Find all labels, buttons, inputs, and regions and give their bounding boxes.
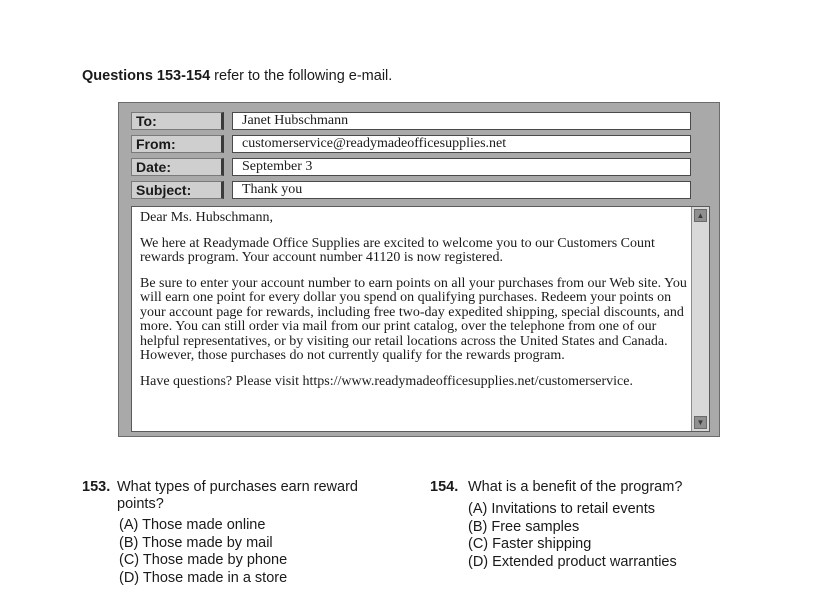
- option-d[interactable]: (D) Extended product warranties: [468, 553, 677, 570]
- email-body-text: [140, 211, 688, 400]
- scroll-down-arrow-icon[interactable]: ▼: [694, 416, 707, 429]
- from-field: customerservice@readymadeofficesupplies.net: [232, 135, 691, 153]
- option-a[interactable]: (A) Those made online: [119, 517, 266, 533]
- subject-label: Subject:: [131, 181, 224, 199]
- greeting: Dear Ms. Hubschmann,: [140, 210, 273, 225]
- option-b[interactable]: (B) Free samples: [468, 518, 580, 535]
- body-paragraph-2: Be sure to enter your account number to earn points on all your purchases from our Web site. You will earn one point for every dollar you spend on qualifying purchases. Redeem your points on your account page for rewards, including free two-day expedited shipping, special discounts, and more. You can still order via mail from our print catalog, over the telephone from one of our helpful representatives, or by visiting our retail locations across the United States and Canada. However, those purchases do not currently qualify for the rewards program.: [140, 275, 687, 363]
- question-number: 154.: [430, 479, 459, 495]
- body-paragraph-3: Have questions? Please visit https://www.readymadeofficesupplies.net/customerservice.: [140, 373, 633, 389]
- question-set-intro: [82, 68, 392, 84]
- option-a[interactable]: (A) Invitations to retail events: [468, 501, 655, 517]
- answer-options: [119, 517, 287, 587]
- option-b[interactable]: (B) Those made by mail: [119, 534, 273, 551]
- scroll-up-arrow-icon[interactable]: ▲: [694, 209, 707, 222]
- option-d[interactable]: (D) Those made in a store: [119, 569, 288, 586]
- to-label: To:: [131, 112, 224, 130]
- to-field: Janet Hubschmann: [232, 112, 691, 130]
- question-range: Questions 153-154: [82, 68, 211, 84]
- email-scrollbar[interactable]: [691, 207, 709, 431]
- email-body: [131, 206, 710, 432]
- subject-field: Thank you: [232, 181, 691, 199]
- option-c[interactable]: (C) Faster shipping: [468, 536, 592, 552]
- date-label: Date:: [131, 158, 224, 176]
- question-number: 153.: [82, 479, 111, 495]
- date-field: September 3: [232, 158, 691, 176]
- question-text: What types of purchases earn reward points?: [117, 479, 358, 512]
- intro-text: refer to the following e-mail.: [210, 68, 393, 84]
- question-text: What is a benefit of the program?: [468, 479, 683, 495]
- email-window: [118, 102, 720, 437]
- answer-options: [468, 501, 677, 571]
- from-label: From:: [131, 135, 224, 153]
- option-c[interactable]: (C) Those made by phone: [119, 552, 288, 568]
- body-paragraph-1: We here at Readymade Office Supplies are excited to welcome you to our Customers Count rewards program. Your account number 41120 is now registered.: [140, 235, 655, 265]
